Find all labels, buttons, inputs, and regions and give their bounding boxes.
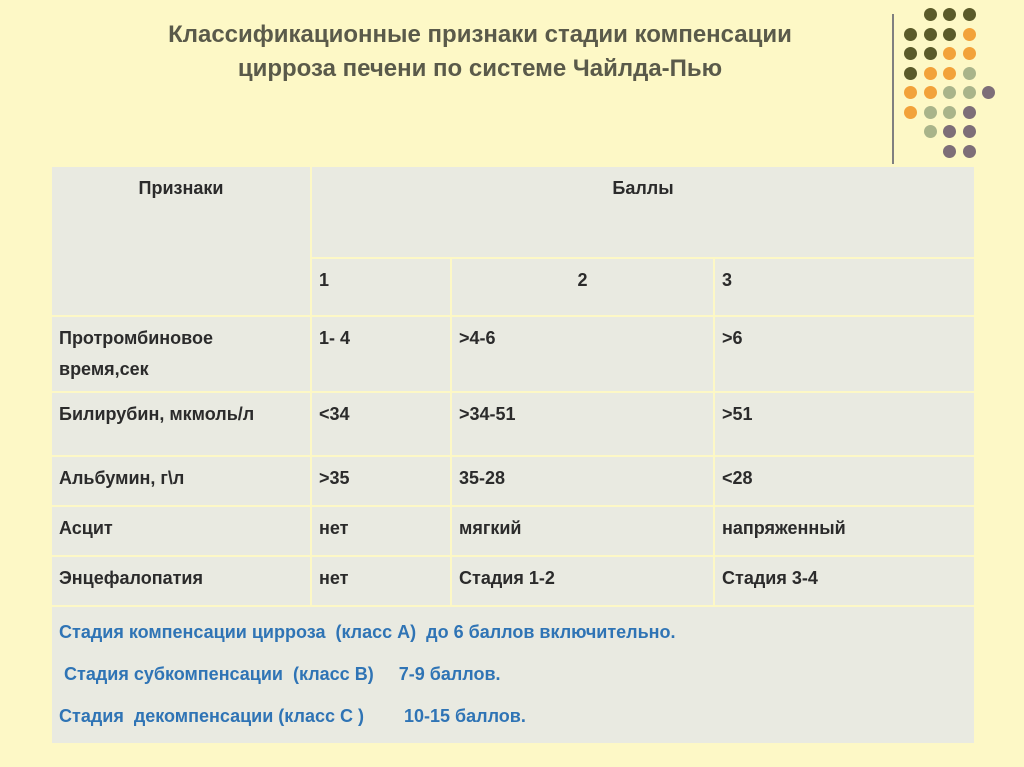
- row-label: Билирубин, мкмоль/л: [51, 392, 311, 456]
- decorative-dot: [963, 28, 976, 41]
- decorative-dot: [943, 67, 956, 80]
- row-label: Протромбиновое время,сек: [51, 316, 311, 392]
- stage-decompensated: Стадия декомпенсации (класс С ) 10-15 баллов.: [59, 706, 526, 726]
- decorative-dot: [963, 86, 976, 99]
- decorative-dot: [924, 106, 937, 119]
- row-value: напряженный: [714, 506, 975, 556]
- decorative-dot: [924, 125, 937, 138]
- score-col-3: 3: [714, 258, 975, 316]
- decorative-dot: [943, 86, 956, 99]
- row-value: Стадия 1-2: [451, 556, 714, 606]
- decorative-dot: [924, 8, 937, 21]
- table-row: [51, 456, 975, 506]
- row-value: <28: [714, 456, 975, 506]
- decorative-dot: [904, 47, 917, 60]
- table-row-summary: [51, 606, 975, 744]
- row-label: Асцит: [51, 506, 311, 556]
- decorative-dot: [904, 106, 917, 119]
- title-line-1: Классификационные признаки стадии компенсации: [168, 21, 792, 48]
- header-points: Баллы: [311, 166, 975, 258]
- title-line-2: цирроза печени по системе Чайлда-Пью: [237, 55, 723, 82]
- row-value: 1- 4: [311, 316, 451, 392]
- table-row: [51, 316, 975, 392]
- decorative-dot: [963, 106, 976, 119]
- row-value: нет: [311, 556, 451, 606]
- decorative-dot: [943, 125, 956, 138]
- stage-compensated: Стадия компенсации цирроза (класс А) до 6 баллов включительно.: [59, 622, 676, 642]
- child-pugh-table: [50, 165, 976, 745]
- decorative-dot: [963, 67, 976, 80]
- row-value: >51: [714, 392, 975, 456]
- decorative-dot: [963, 145, 976, 158]
- row-value: нет: [311, 506, 451, 556]
- row-value: >4-6: [451, 316, 714, 392]
- decorative-dot: [924, 86, 937, 99]
- decorative-dot: [982, 86, 995, 99]
- row-value: 35-28: [451, 456, 714, 506]
- decorative-dot: [904, 86, 917, 99]
- decorative-dot: [943, 28, 956, 41]
- decorative-dot: [904, 28, 917, 41]
- row-label: Альбумин, г\л: [51, 456, 311, 506]
- stage-summary: [51, 606, 975, 744]
- decorative-dot: [963, 47, 976, 60]
- decorative-dot: [963, 8, 976, 21]
- score-col-1: 1: [311, 258, 451, 316]
- decorative-dot: [963, 125, 976, 138]
- decorative-dot: [924, 47, 937, 60]
- decorative-dot: [943, 47, 956, 60]
- score-col-2: 2: [451, 258, 714, 316]
- stage-subcompensated: Стадия субкомпенсации (класс В) 7-9 баллов.: [59, 664, 501, 684]
- header-signs: Признаки: [51, 166, 311, 316]
- slide-title: [60, 18, 900, 86]
- decorative-dot: [924, 67, 937, 80]
- table-row: [51, 506, 975, 556]
- row-value: >34-51: [451, 392, 714, 456]
- row-value: <34: [311, 392, 451, 456]
- row-value: Стадия 3-4: [714, 556, 975, 606]
- decorative-dot: [924, 28, 937, 41]
- table-row: [51, 392, 975, 456]
- table-row: [51, 556, 975, 606]
- decorative-dot: [943, 8, 956, 21]
- decorative-dot: [904, 67, 917, 80]
- decorative-divider: [892, 14, 894, 164]
- row-value: >6: [714, 316, 975, 392]
- decorative-dot-grid: [904, 8, 1024, 168]
- row-value: >35: [311, 456, 451, 506]
- decorative-dot: [943, 106, 956, 119]
- row-value: мягкий: [451, 506, 714, 556]
- row-label: Энцефалопатия: [51, 556, 311, 606]
- decorative-dot: [943, 145, 956, 158]
